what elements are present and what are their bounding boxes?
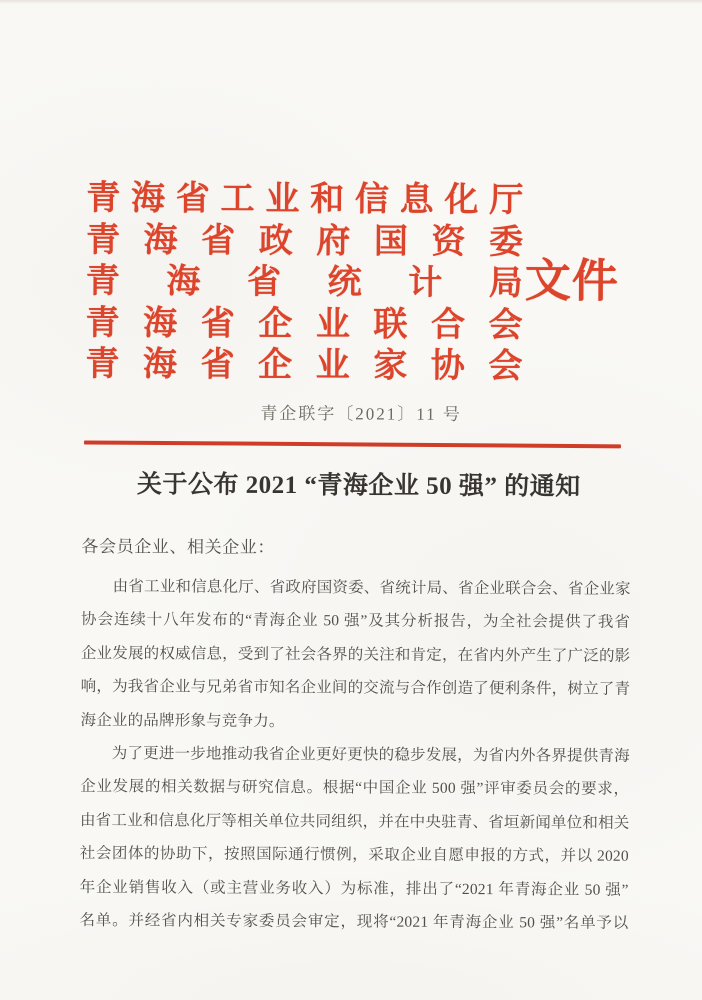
letterhead-agency-line: 青海省工业和信息化厅 xyxy=(86,180,524,220)
body-line: 企业发展的权威信息，受到了社会各界的关注和肯定，在省内外产生了广泛的影 xyxy=(80,644,631,665)
body-line: 企业发展的相关数据与研究信息。根据“中国企业 500 强”评审委员会的要求， xyxy=(80,778,630,799)
letterhead-agency-line: 青海省统计局 xyxy=(85,263,523,303)
body-line: 海企业的品牌形象与竞争力。 xyxy=(80,711,285,730)
letterhead-agency-line: 青海省企业联合会 xyxy=(85,304,523,344)
red-separator-line xyxy=(84,440,621,447)
body-line: 年企业销售收入（或主营业务收入）为标准，排出了“2021 年青海企业 50 强” xyxy=(79,878,629,899)
body-line: 名单。并经省内相关专家委员会审定，现将“2021 年青海企业 50 强”名单予以 xyxy=(79,911,629,932)
body-line: 为了更进一步地推动我省企业更好更快的稳步发展，为省内外各界提供青海 xyxy=(80,744,630,765)
letterhead-agency-line: 青海省政府国资委 xyxy=(85,221,524,261)
body-line: 由省工业和信息化厅、省政府国资委、省统计局、省企业联合会、省企业家 xyxy=(81,577,631,598)
body-text-block xyxy=(79,570,630,940)
body-line: 由省工业和信息化厅等相关单位共同组织，并在中央驻青、省垣新闻单位和相关 xyxy=(79,811,630,832)
document-number: 青企联字〔2021〕11 号 xyxy=(260,403,463,424)
letterhead-agency-line: 青海省企业家协会 xyxy=(85,346,523,386)
body-line: 协会连续十八年发布的“青海企业 50 强”及其分析报告，为全社会提供了我省 xyxy=(81,611,631,632)
salutation-line: 各会员企业、相关企业： xyxy=(81,536,276,557)
document-title: 关于公布 2021 “青海企业 50 强” 的通知 xyxy=(136,471,581,501)
body-line: 响，为我省企业与兄弟省市知名企业间的交流与合作创造了便利条件，树立了青 xyxy=(80,678,631,699)
body-line: 社会团体的协助下，按照国际通行惯例，采取企业自愿申报的方式，并以 2020 xyxy=(79,845,629,865)
letterhead-document-label: 文件 xyxy=(524,255,619,307)
letterhead-agency-block xyxy=(85,178,523,388)
